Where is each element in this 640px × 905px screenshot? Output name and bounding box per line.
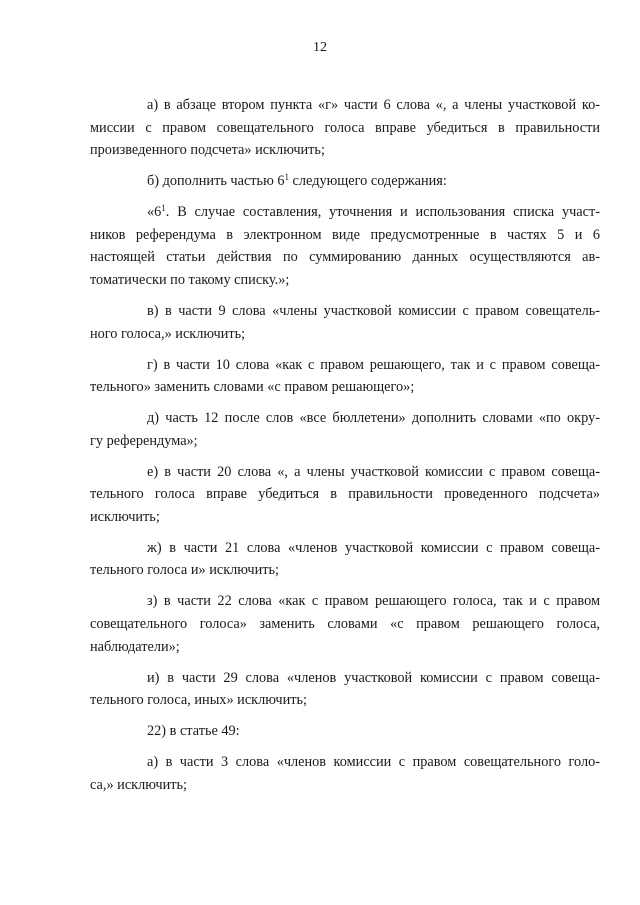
paragraph-gap — [90, 528, 600, 536]
text-line-content: тельного голоса и» исключить; — [90, 562, 279, 579]
text-line-content: г) в части 10 слова «как с правом решающего, так и с правом совеща- — [147, 356, 600, 373]
text-line-content: ж) в части 21 слова «членов участковой комиссии с правом совеща- — [147, 539, 600, 556]
superscript: 1 — [284, 172, 289, 183]
text-line — [90, 590, 600, 613]
text-line-content: и) в части 29 слова «членов участковой комиссии с правом совеща- — [147, 669, 600, 686]
text-line-content: б) дополнить частью 6 — [147, 173, 285, 190]
text-line-content: тельного голоса, иных» исключить; — [90, 692, 307, 709]
text-line-content: е) в части 20 слова «, а члены участковой комиссии с правом совеща- — [147, 463, 600, 480]
text-line — [90, 376, 600, 399]
text-line — [90, 751, 600, 774]
text-line — [90, 139, 600, 162]
text-line — [90, 201, 600, 224]
text-line — [90, 667, 600, 690]
text-line — [90, 689, 600, 712]
text-line-content: в) в части 9 слова «члены участковой комиссии с правом совещатель- — [147, 302, 600, 319]
paragraph-gap — [90, 193, 600, 201]
text-line-content: а) в абзаце втором пункта «г» части 6 слова «, а члены участковой ко- — [147, 97, 600, 113]
text-line-content: 22) в статье 49: — [147, 723, 240, 740]
text-line-content: «6 — [147, 204, 162, 221]
text-line-content: произведенного подсчета» исключить; — [90, 142, 325, 159]
text-line-content: ного голоса,» исключить; — [90, 325, 246, 342]
text-line — [90, 246, 600, 269]
paragraph-gap — [90, 582, 600, 590]
text-line-content: совещательного голоса» заменить словами «с правом решающего голоса, — [90, 616, 600, 632]
text-line — [90, 483, 600, 506]
text-line — [90, 774, 600, 797]
paragraph-gap — [90, 292, 600, 300]
text-line — [90, 720, 600, 743]
text-line-content: тельного» заменить словами «с правом решающего»; — [90, 379, 415, 396]
text-line — [90, 117, 600, 140]
paragraph-gap — [90, 399, 600, 407]
document-body — [90, 94, 600, 796]
text-line — [90, 461, 600, 484]
text-line-content: з) в части 22 слова «как с правом решающего голоса, так и с правом — [147, 593, 600, 610]
text-line — [90, 224, 600, 247]
text-line — [90, 506, 600, 529]
paragraph-gap — [90, 658, 600, 666]
paragraph-gap — [90, 162, 600, 170]
paragraph-gap — [90, 345, 600, 353]
text-line — [90, 430, 600, 453]
text-line-content: ников референдума в электронном виде предусмотренные в частях 5 и 6 — [90, 226, 600, 243]
text-line — [90, 613, 600, 636]
text-line-content: настоящей статьи действия по суммированию данных осуществляются ав- — [90, 249, 600, 266]
text-line-content: д) часть 12 после слов «все бюллетени» дополнить словами «по окру- — [147, 410, 600, 427]
text-line-content: гу референдума»; — [90, 432, 198, 449]
text-line — [90, 323, 600, 346]
paragraph-gap — [90, 452, 600, 460]
text-line-content: са,» исключить; — [90, 776, 187, 793]
paragraph-gap — [90, 712, 600, 720]
text-line-content: а) в части 3 слова «членов комиссии с правом совещательного голо- — [147, 754, 600, 771]
text-line — [90, 269, 600, 292]
text-line-continuation: . В случае составления, уточнения и использования списка участ- — [165, 204, 600, 221]
text-line — [90, 537, 600, 560]
text-line — [90, 354, 600, 377]
text-line-content: тельного голоса вправе убедиться в правильности проведенного подсчета» — [90, 486, 600, 503]
text-line-content: исключить; — [90, 508, 160, 525]
text-line — [90, 636, 600, 659]
text-line — [90, 407, 600, 430]
paragraph-gap — [90, 743, 600, 751]
page-number: 12 — [313, 40, 327, 55]
text-line-content: миссии с правом совещательного голоса вправе убедиться в правильности — [90, 119, 600, 136]
text-line-content: наблюдатели»; — [90, 638, 180, 655]
text-line-continuation: следующего содержания: — [288, 173, 447, 190]
text-line — [90, 300, 600, 323]
text-line — [90, 170, 600, 193]
text-line — [90, 94, 600, 117]
text-line-content: томатически по такому списку.»; — [90, 271, 290, 288]
text-line — [90, 559, 600, 582]
superscript: 1 — [161, 203, 166, 214]
